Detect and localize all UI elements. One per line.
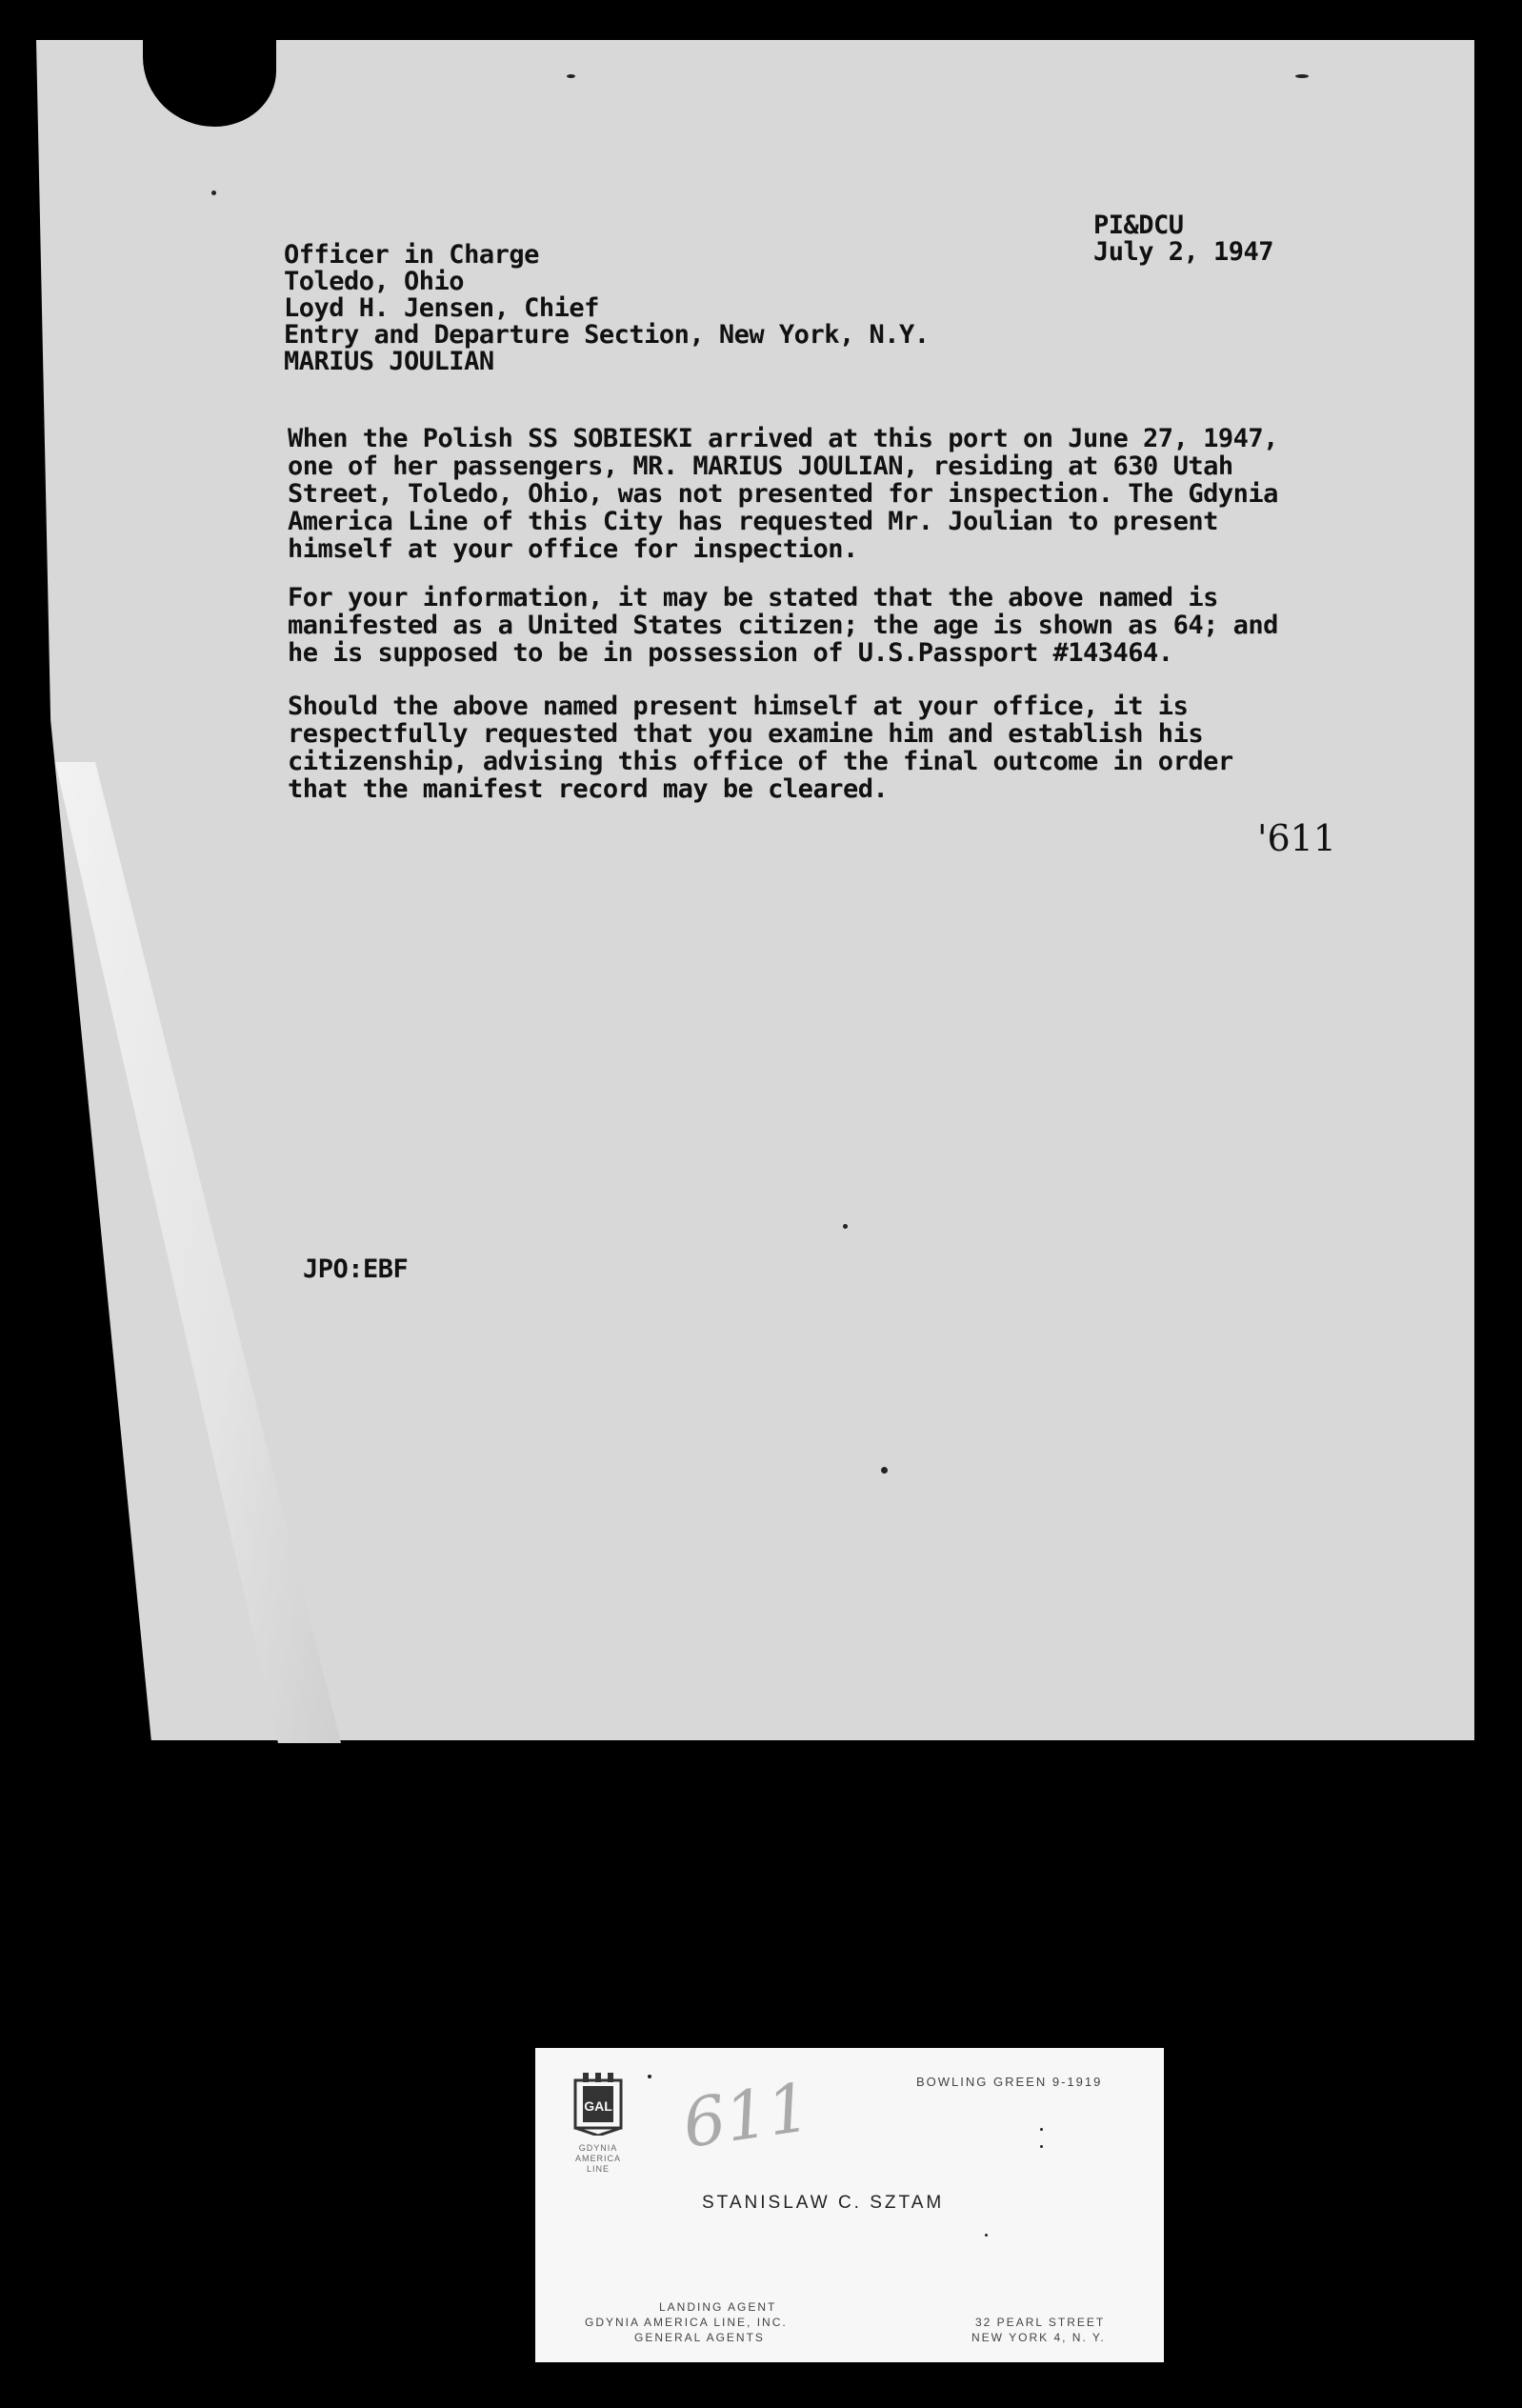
business-card: [535, 2048, 1164, 2362]
address-line: Officer in Charge: [284, 240, 539, 270]
speck: [648, 2075, 651, 2078]
subject-line: MARIUS JOULIAN: [284, 347, 494, 376]
speck: [211, 191, 216, 195]
svg-text:GAL: GAL: [584, 2098, 612, 2114]
speck: [567, 74, 575, 78]
speck: [1040, 2128, 1043, 2131]
speck: [1295, 74, 1309, 78]
card-name: STANISLAW C. SZTAM: [702, 2193, 945, 2213]
speck: [881, 1467, 888, 1474]
card-address-line: 32 PEARL STREET: [975, 2316, 1106, 2329]
body-paragraph-3: Should the above named present himself at your office, it is respectfully requested that you examine him and establish his citizenship, advising this office of the final outcome in order that the manifest record may be cleared.: [288, 692, 1233, 804]
speck: [843, 1224, 848, 1229]
address-line: Toledo, Ohio: [284, 267, 465, 296]
file-stamp-number: '611: [1257, 817, 1336, 859]
address-line: Entry and Departure Section, New York, N.Y.: [284, 320, 930, 350]
speck: [1040, 2145, 1043, 2148]
file-code: PI&DCU: [1093, 211, 1184, 240]
body-paragraph-2: For your information, it may be stated that the above named is manifested as a United States citizen; the age is shown as 64; and he is supposed to be in possession of U.S.Passport #143464.: [288, 583, 1278, 668]
handwritten-number: 611: [677, 2068, 815, 2163]
card-title-line: GENERAL AGENTS: [634, 2331, 765, 2344]
body-paragraph-1: When the Polish SS SOBIESKI arrived at this port on June 27, 1947, one of her passengers, MR. MARIUS JOULIAN, residing at 630 Utah Street, Toledo, Ohio, was not presented for inspection. The Gdynia America Line of this City has requested Mr. Joulian to present himself at your office for inspection.: [288, 424, 1278, 564]
letter-date: July 2, 1947: [1093, 237, 1274, 267]
speck: [985, 2234, 988, 2237]
gdynia-america-line-logo: [573, 2073, 623, 2136]
typist-initials: JPO:EBF: [303, 1254, 409, 1284]
card-title-line: LANDING AGENT: [659, 2300, 777, 2314]
card-address-line: NEW YORK 4, N. Y.: [971, 2331, 1106, 2344]
address-line: Loyd H. Jensen, Chief: [284, 293, 599, 323]
card-phone: BOWLING GREEN 9-1919: [916, 2075, 1103, 2089]
card-title-line: GDYNIA AMERICA LINE, INC.: [585, 2316, 788, 2329]
logo-caption: GDYNIA AMERICA LINE: [574, 2143, 621, 2174]
